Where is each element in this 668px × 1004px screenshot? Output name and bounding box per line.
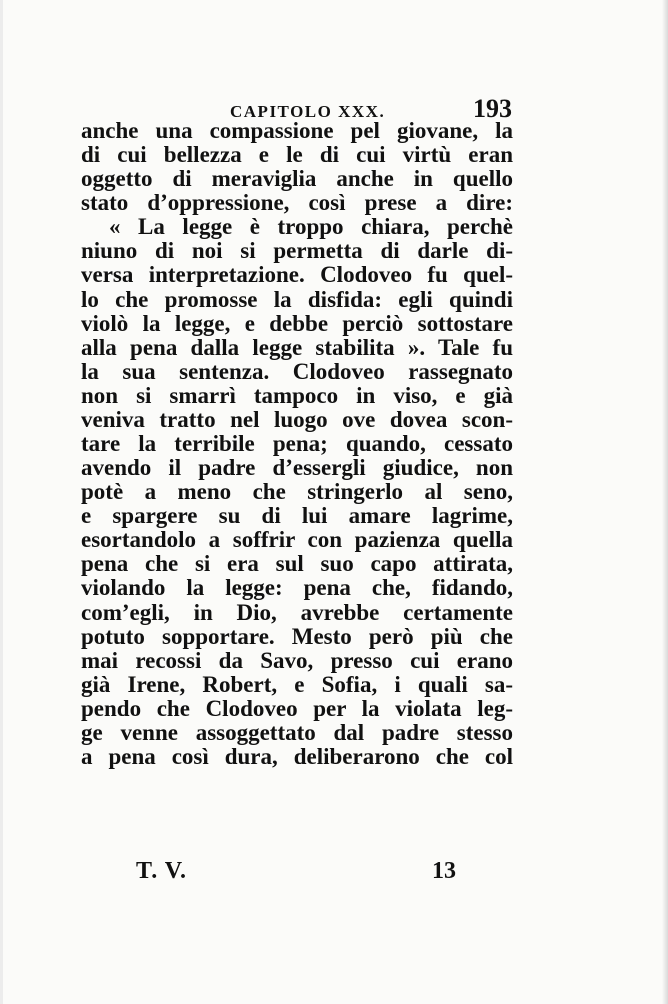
text-line: niuno di noi si permetta di darle di- — [81, 238, 513, 264]
text-line: già Irene, Robert, e Sofia, i quali sa- — [81, 671, 513, 697]
text-line: potuto sopportare. Mesto però più che — [81, 623, 513, 649]
text-line: a pena così dura, deliberarono che col — [81, 744, 513, 770]
text-line: pena che si era sul suo capo attirata, — [81, 551, 513, 577]
text-line: anche una compassione pel giovane, la — [81, 118, 513, 143]
text-line: tare la terribile pena; quando, cessato — [81, 431, 513, 457]
chapter-title: CAPITOLO XXX. — [230, 102, 386, 121]
page-right-edge — [662, 0, 668, 1004]
sheet-number: 13 — [432, 858, 456, 884]
text-line: stato d’oppressione, così prese a dire: — [81, 190, 513, 216]
text-line: ge venne assoggettato dal padre stesso — [81, 719, 513, 745]
page-footer — [136, 858, 456, 888]
text-line: esortandolo a soffrir con pazienza quella — [81, 527, 513, 553]
page-number: 193 — [473, 94, 512, 123]
text-line: mai recossi da Savo, presso cui erano — [81, 647, 513, 673]
text-line: di cui bellezza e le di cui virtù eran — [81, 142, 513, 168]
text-line: com’egli, in Dio, avrebbe certamente — [81, 599, 513, 625]
text-line: violando la legge: pena che, fidando, — [81, 575, 513, 601]
signature-mark: T. V. — [136, 858, 188, 884]
text-line: pendo che Clodoveo per la violata leg- — [81, 695, 513, 721]
text-line: versa interpretazione. Clodoveo fu quel- — [81, 262, 513, 288]
text-line: avendo il padre d’essergli giudice, non — [81, 455, 513, 481]
page-left-edge — [0, 0, 3, 1004]
text-line: oggetto di meraviglia anche in quello — [81, 166, 513, 192]
text-line: veniva tratto nel luogo ove dovea scon- — [81, 406, 513, 432]
text-line: potè a meno che stringerlo al seno, — [81, 479, 513, 505]
text-line: la sua sentenza. Clodoveo rassegnato — [81, 358, 513, 384]
text-line: « La legge è troppo chiara, perchè — [109, 214, 513, 240]
text-line: violò la legge, e debbe perciò sottostare — [81, 310, 513, 336]
text-line: e spargere su di lui amare lagrime, — [81, 503, 513, 529]
text-line: lo che promosse la disfida: egli quindi — [81, 286, 513, 312]
body-text — [81, 119, 513, 769]
text-line: alla pena dalla legge stabilita ». Tale fu — [81, 334, 513, 360]
text-line: non si smarrì tampoco in viso, e già — [81, 382, 513, 408]
